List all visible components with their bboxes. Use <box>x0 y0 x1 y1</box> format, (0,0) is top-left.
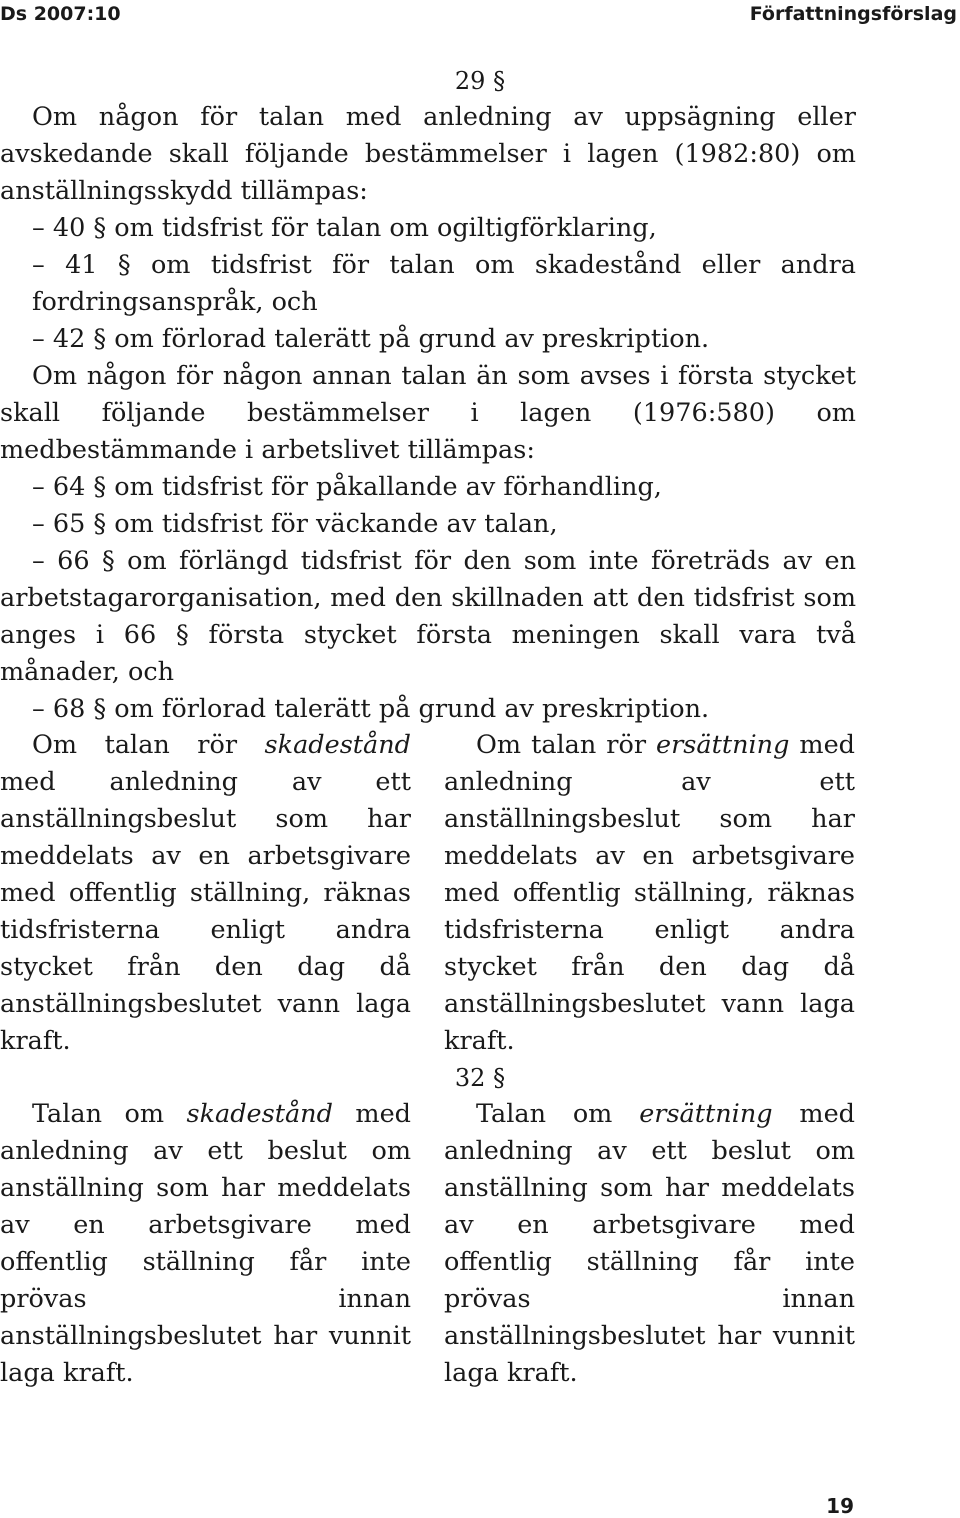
section-29-heading: 29 § <box>454 67 506 95</box>
section-title: Författningsförslag <box>749 3 957 25</box>
right-column-paragraph: Om talan rör ersättning med anledning av ett anställningsbeslut som har meddelats av en arbetsgivare med offentlig ställning, räknas tidsfristerna enligt andra stycket från den dag då anställningsbeslutet vann laga kraft. <box>444 730 855 1056</box>
emphasis: skadestånd <box>264 730 411 760</box>
list-item: – 65 § om tidsfrist för väckande av talan, <box>32 509 558 539</box>
section-32-right-column <box>444 1096 855 1392</box>
emphasis: ersättning <box>656 730 790 760</box>
section-29-body <box>0 99 856 728</box>
emphasis: skadestånd <box>186 1099 333 1129</box>
section-32-left-column <box>0 1096 411 1392</box>
page-header <box>0 0 960 30</box>
section-32-heading: 32 § <box>454 1064 506 1092</box>
section-29-left-column <box>0 727 411 1060</box>
paragraph-1: Om någon för talan med anledning av uppsägning eller avskedande skall följande bestämmelser i lagen (1982:80) om anställningsskydd tillämpas: <box>0 102 856 206</box>
paragraph-2: Om någon för någon annan talan än som avses i första stycket skall följande bestämmelser i lagen (1976:580) om medbestämmande i arbetslivet tillämpas: <box>0 361 856 465</box>
left-column-paragraph: Talan om skadestånd med anledning av ett beslut om anställning som har meddelats av en arbetsgivare med offentlig ställning får inte prövas innan anställningsbeslutet har vunnit laga kraft. <box>0 1099 411 1388</box>
list-item: – 68 § om förlorad talerätt på grund av preskription. <box>32 694 710 724</box>
document-reference: Ds 2007:10 <box>0 3 121 25</box>
right-column-paragraph: Talan om ersättning med anledning av ett beslut om anställning som har meddelats av en arbetsgivare med offentlig ställning får inte prövas innan anställningsbeslutet har vunnit laga kraft. <box>444 1099 855 1388</box>
left-column-paragraph: Om talan rör skadestånd med anledning av ett anställningsbeslut som har meddelats av en arbetsgivare med offentlig ställning, räknas tidsfristerna enligt andra stycket från den dag då anställningsbeslutet vann laga kraft. <box>0 730 411 1056</box>
section-29-right-column <box>444 727 855 1060</box>
emphasis: ersättning <box>639 1099 773 1129</box>
list-item: – 40 § om tidsfrist för talan om ogiltigförklaring, <box>32 213 657 243</box>
list-item: – 41 § om tidsfrist för talan om skadestånd eller andra fordringsanspråk, och <box>32 250 856 317</box>
list-item: – 66 § om förlängd tidsfrist för den som inte företräds av en arbetstagarorganisation, med den skillnaden att den tidsfrist som anges i 66 § första stycket första meningen skall vara två månader, och <box>0 546 856 687</box>
list-item: – 64 § om tidsfrist för påkallande av förhandling, <box>32 472 662 502</box>
list-item: – 42 § om förlorad talerätt på grund av preskription. <box>32 324 710 354</box>
page-number: 19 <box>826 1494 854 1518</box>
